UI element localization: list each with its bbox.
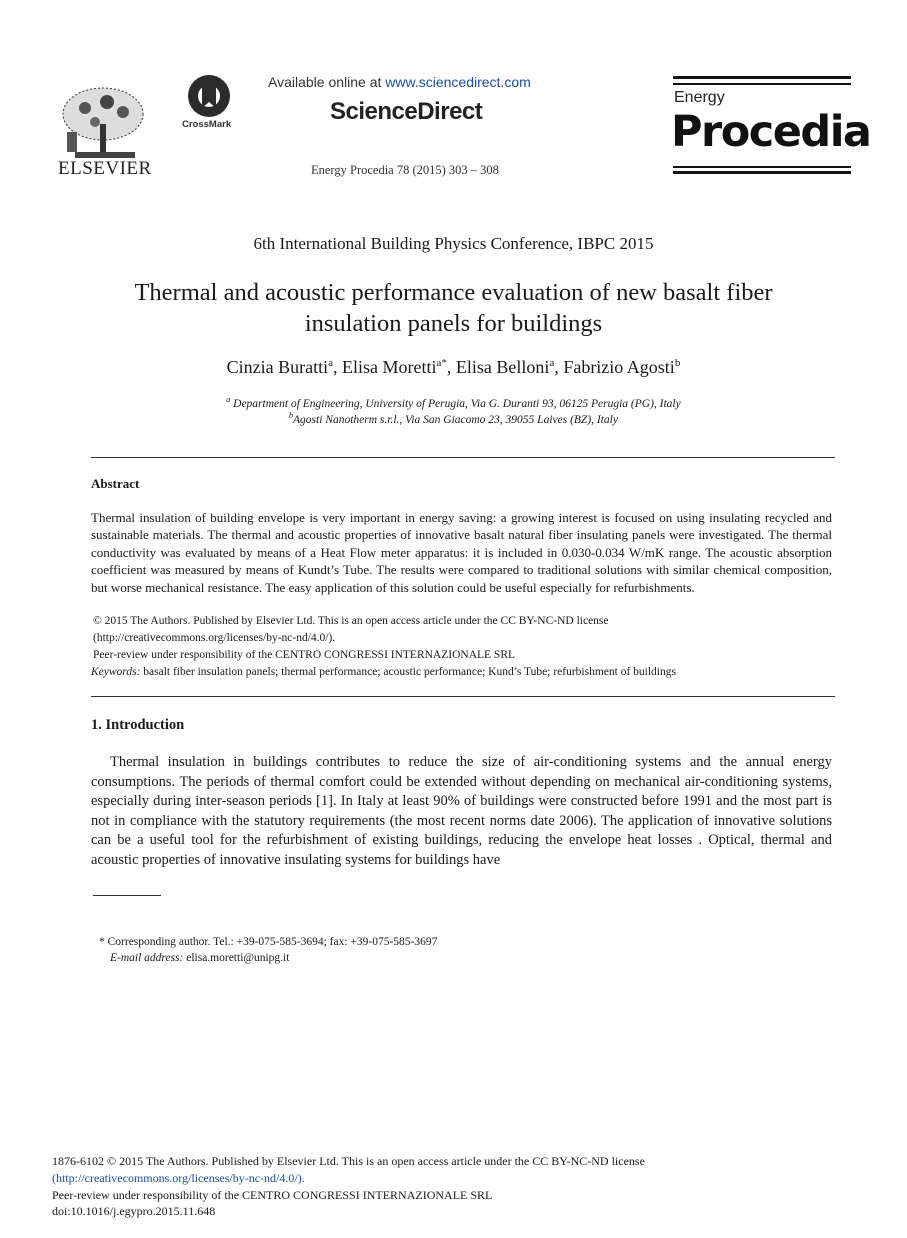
footer-license-link[interactable]: (http://creativecommons.org/licenses/by-nc-nd/4.0/). bbox=[52, 1171, 305, 1185]
affiliation-mark: b bbox=[289, 411, 294, 420]
author-name: Fabrizio Agosti bbox=[563, 357, 675, 377]
journal-logo-rule bbox=[673, 166, 851, 168]
paper-title-line2: insulation panels for buildings bbox=[304, 310, 603, 337]
available-online-text: Available online at bbox=[268, 74, 386, 90]
author-name: Cinzia Buratti bbox=[226, 357, 329, 377]
author-name: Elisa Belloni bbox=[455, 357, 550, 377]
email-note bbox=[110, 952, 289, 964]
elsevier-wordmark: ELSEVIER bbox=[58, 158, 152, 179]
journal-logo-procedia: Procedia bbox=[671, 107, 871, 157]
affiliation-text: Department of Engineering, University of Perugia, Via G. Duranti 93, 06125 Perugia (PG), Italy bbox=[230, 397, 681, 410]
footer-peer-review: Peer-review under responsibility of the CENTRO CONGRESSI INTERNAZIONALE SRL bbox=[52, 1188, 493, 1202]
footer-issn: 1876-6102 © 2015 The Authors. Published by Elsevier Ltd. This is an open access article under the CC BY-NC-ND license bbox=[52, 1154, 645, 1168]
available-online bbox=[268, 74, 531, 90]
affiliation-text: Agosti Nanotherm s.r.l., Via San Giacomo 23, 39055 Laives (BZ), Italy bbox=[293, 413, 618, 426]
abstract-heading: Abstract bbox=[91, 476, 140, 491]
conference-name: 6th International Building Physics Conference, IBPC 2015 bbox=[253, 234, 654, 253]
section-divider bbox=[91, 696, 835, 697]
author-sep: , bbox=[554, 357, 564, 377]
keywords-label: Keywords: bbox=[91, 666, 141, 678]
author-sep: , bbox=[446, 357, 456, 377]
journal-logo-rule bbox=[673, 171, 851, 174]
author-sup: a bbox=[328, 357, 334, 369]
journal-logo-rule bbox=[673, 76, 851, 79]
author-sup: b bbox=[674, 357, 681, 369]
license-link[interactable]: (http://creativecommons.org/licenses/by-nc-nd/4.0/). bbox=[93, 632, 336, 644]
sciencedirect-brand: ScienceDirect bbox=[330, 98, 483, 125]
keywords-text: basalt fiber insulation panels; thermal performance; acoustic performance; Kund’s Tube; refurbishment of buildings bbox=[140, 666, 676, 678]
corresponding-author-note: * Corresponding author. Tel.: +39-075-585-3694; fax: +39-075-585-3697 bbox=[99, 936, 438, 948]
introduction-heading: 1. Introduction bbox=[91, 717, 185, 733]
crossmark-label: CrossMark bbox=[182, 119, 232, 130]
paper-title-line1: Thermal and acoustic performance evaluation of new basalt fiber bbox=[134, 279, 773, 306]
author-sep: , bbox=[333, 357, 343, 377]
journal-logo-rule bbox=[673, 83, 851, 85]
peer-review-line: Peer-review under responsibility of the CENTRO CONGRESSI INTERNAZIONALE SRL bbox=[93, 649, 516, 661]
sciencedirect-link[interactable]: www.sciencedirect.com bbox=[385, 74, 531, 90]
introduction-body: Thermal insulation in buildings contributes to reduce the size of air-conditioning systems and the annual energy consumptions. The periods of thermal comfort could be extended without depending on mechanical air-conditioning systems, especially during inter-season periods [1]. In Italy at least 90% of buildings were constructed before 1991 and the most part is not in compliance with the statutory requirements (the most recent norms date 2006). The application of innovative solutions can be a useful tool for the refurbishment of existing buildings, reducing the envelope heat losses . Optical, thermal and acoustic properties of innovative insulating systems for buildings have bbox=[91, 754, 832, 868]
affiliation bbox=[0, 395, 907, 410]
copyright-line: © 2015 The Authors. Published by Elsevier Ltd. This is an open access article under the CC BY-NC-ND license bbox=[93, 615, 609, 627]
author-sup: a bbox=[549, 357, 555, 369]
journal-reference: Energy Procedia 78 (2015) 303 – 308 bbox=[311, 163, 499, 177]
affiliation bbox=[0, 411, 907, 426]
section-divider bbox=[91, 457, 835, 458]
author-list bbox=[0, 357, 907, 378]
author-name: Elisa Moretti bbox=[342, 357, 437, 377]
author-sup: a* bbox=[436, 357, 447, 369]
email-address[interactable]: elisa.moretti@unipg.it bbox=[183, 952, 290, 964]
footer-doi[interactable]: doi:10.1016/j.egypro.2015.11.648 bbox=[52, 1204, 216, 1218]
footnote-rule bbox=[93, 895, 161, 896]
email-label: E-mail address: bbox=[110, 952, 184, 964]
journal-logo-energy: Energy bbox=[674, 89, 725, 106]
keywords-line bbox=[91, 666, 676, 678]
affiliation-mark: a bbox=[226, 395, 231, 404]
abstract-body: Thermal insulation of building envelope is very important in energy saving: a growing interest is focused on using insulating recycled and sustainable materials. The thermal and acoustic properties of innovative basalt natural fiber insulating panels were investigated. The thermal conductivity was evaluated by means of a Heat Flow meter apparatus: it is included in 0.030-0.034 W/mK range. The acoustic absorption coefficient was measured by means of Kundt’s Tube. The results were compared to traditional solutions with similar chemical composition, but worse mechanical resistance. The easy application of this solution could be useful especially for refurbishments. bbox=[91, 510, 832, 595]
